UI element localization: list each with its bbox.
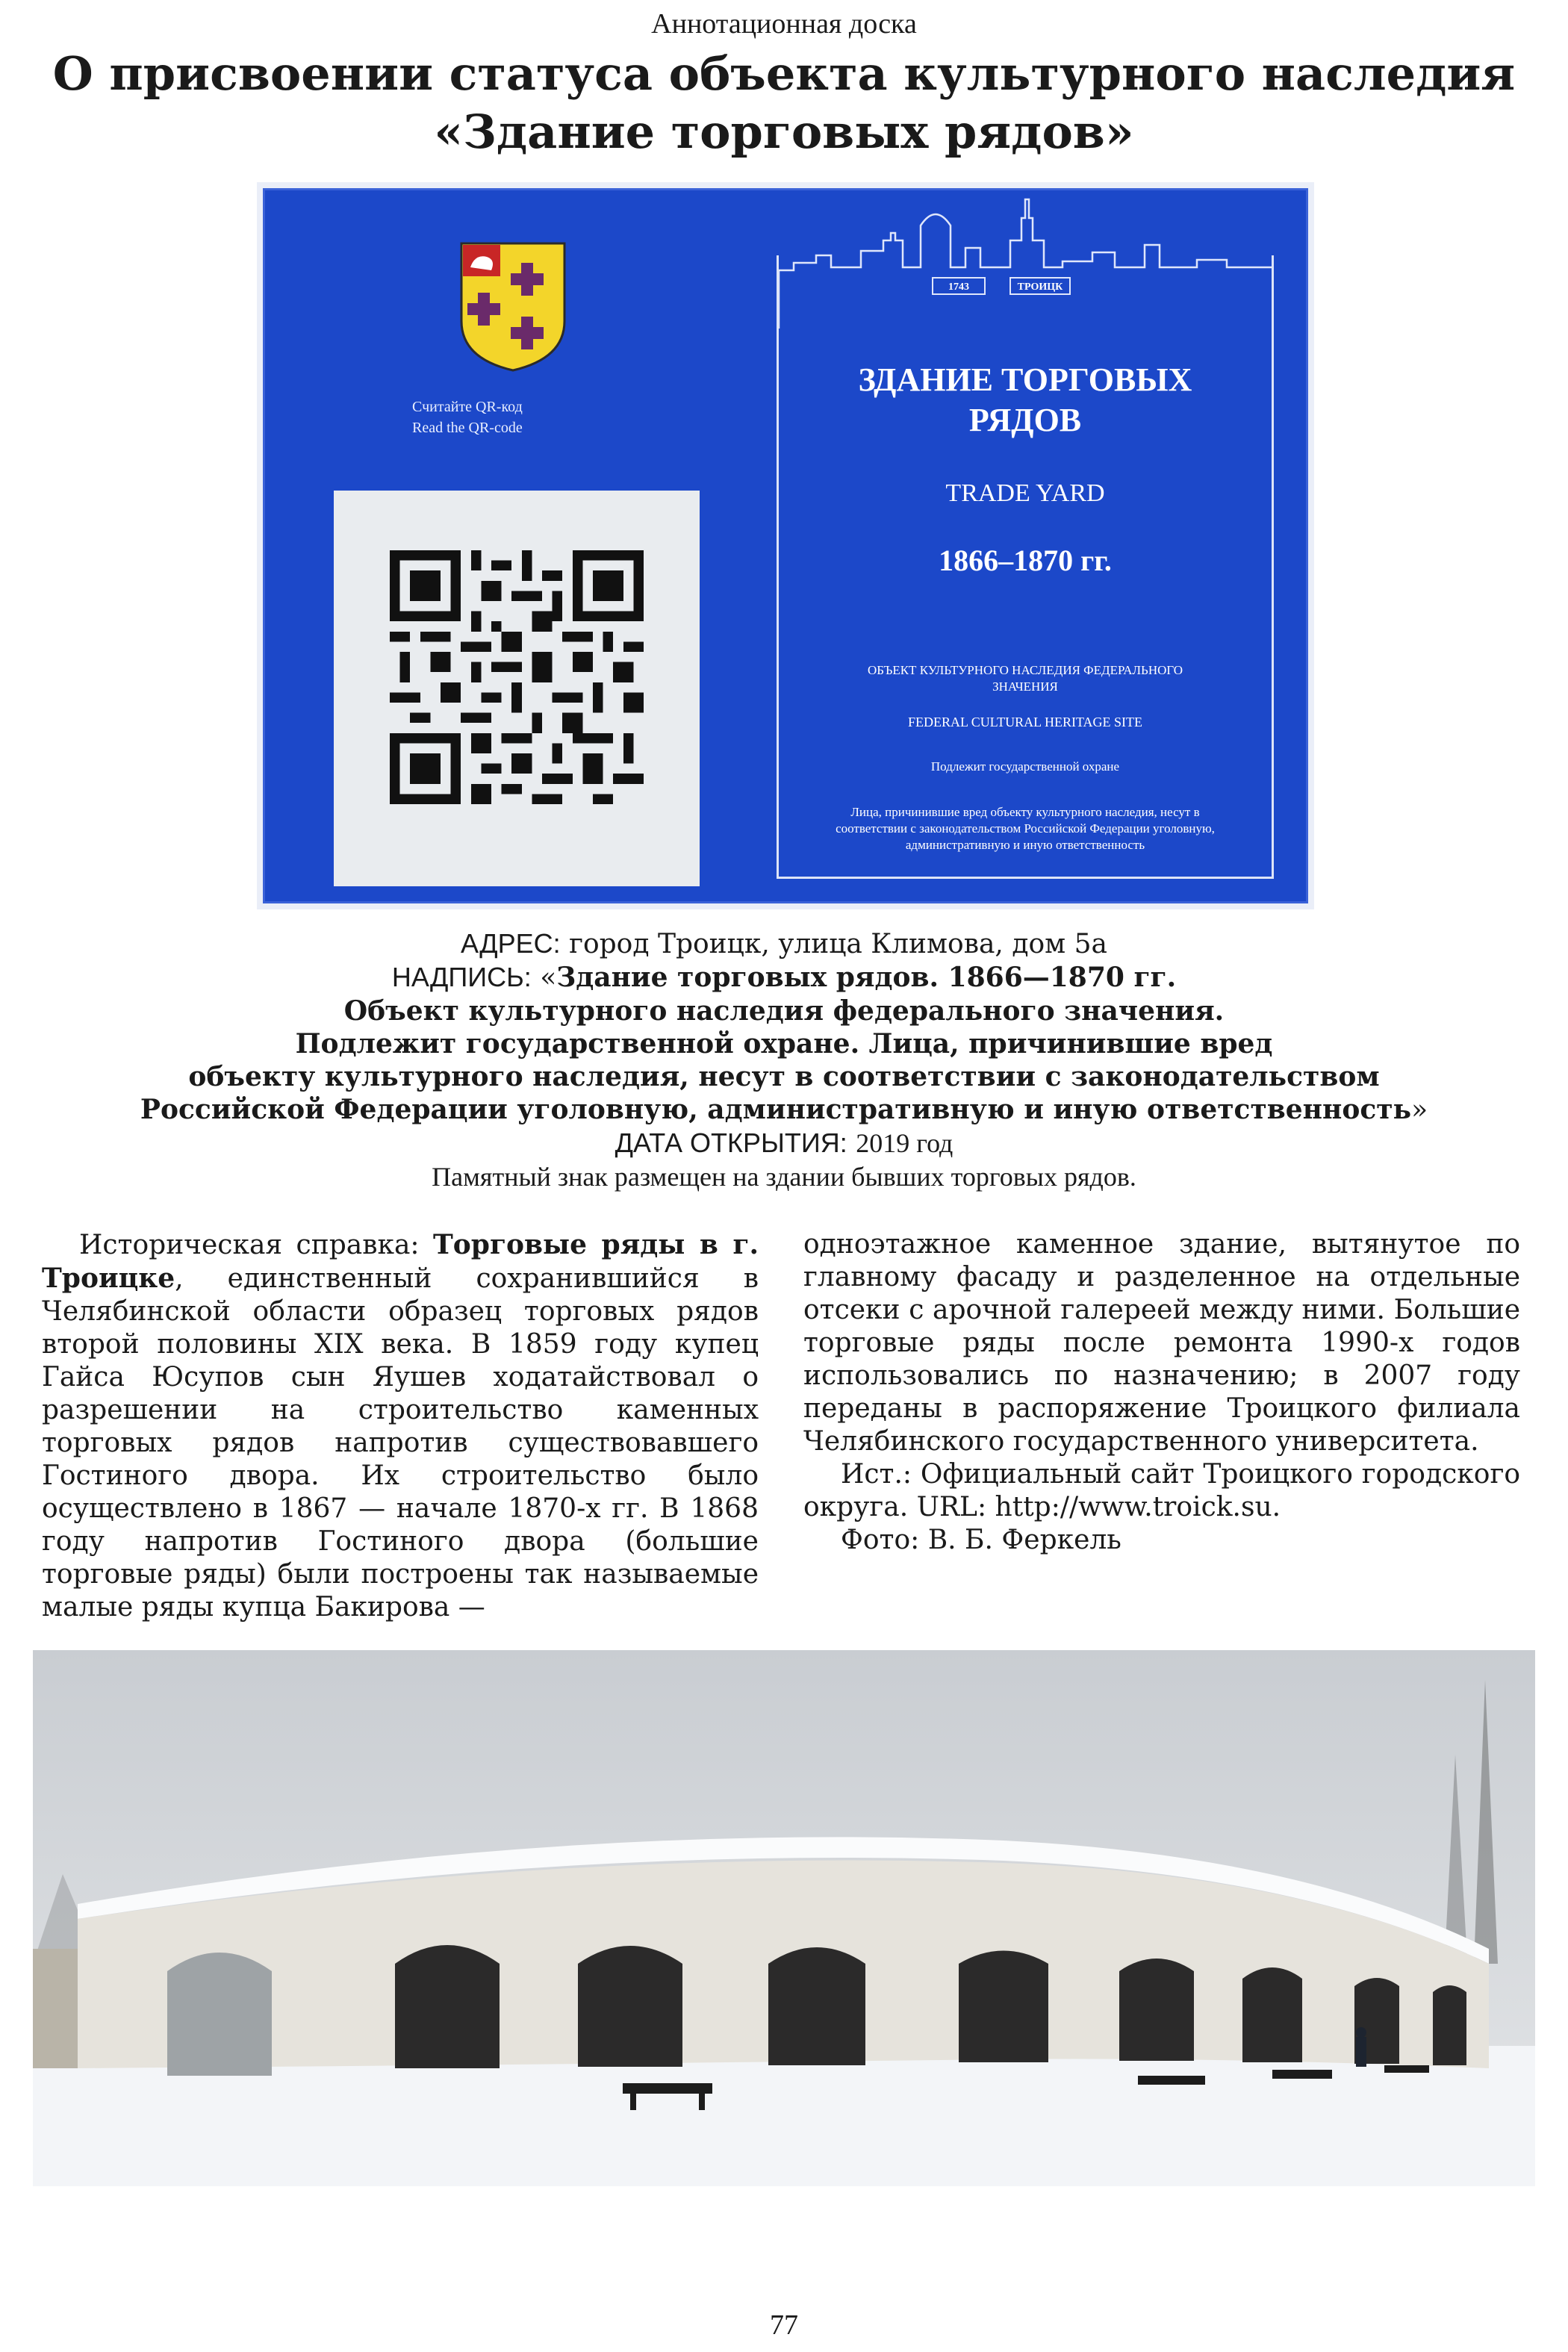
plaque-title <box>779 360 1272 441</box>
qr-caption-en: Read the QR-code <box>412 420 523 436</box>
plaque-heritage-ru: ОБЪЕКТ КУЛЬТУРНОГО НАСЛЕДИЯ ФЕДЕРАЛЬНОГО ЗНАЧЕНИЯ <box>867 663 1183 694</box>
opening-line <box>45 1127 1523 1160</box>
coat-of-arms-icon <box>457 239 569 373</box>
info-block <box>45 927 1523 1193</box>
plaque-title-line-1: ЗДАНИЕ ТОРГОВЫХ <box>858 361 1192 398</box>
skyline-year: 1743 <box>948 281 969 293</box>
history-text-left: , единственный сохранившийся в Челябинской области образец торговых рядов второй половины XIX века. В 1859 году купец Гайса Юсупов сын Яушев ходатайствовал о разрешении на строительство каменных торговых рядов напротив существовавшего Гостиного двора. Их строительство было осуществлено в 1867 — начале 1870-х гг. В 1868 году напротив Гостиного двора (большие торговые ряды) были построены так называемые малые ряды купца Бакирова — <box>42 1263 759 1623</box>
address-label: АДРЕС: <box>461 928 561 959</box>
inscription-text-1: Здание торговых рядов. 1866—1870 гг. <box>556 962 1177 993</box>
body-column-left <box>42 1228 759 1624</box>
plaque-protected: Подлежит государственной охране <box>930 759 1120 774</box>
plaque-title-en: TRADE YARD <box>945 479 1105 507</box>
plaque-heritage-en: FEDERAL CULTURAL HERITAGE SITE <box>907 715 1143 729</box>
inscription-line-5: Российской Федерации уголовную, административную и иную ответственность» <box>140 1094 1428 1125</box>
page-number: 77 <box>770 2309 798 2341</box>
address-line <box>45 927 1523 961</box>
skyline-city: ТРОИЦК <box>1017 281 1063 293</box>
plaque-info-panel <box>777 255 1274 879</box>
note: Памятный знак размещен на здании бывших торговых рядов. <box>432 1162 1136 1192</box>
qr-panel <box>334 491 700 886</box>
history-text-right: одноэтажное каменное здание, вытянутое по главному фасаду и разделенное на отдельные отсеки с арочной галереей между ними. Большие торговые ряды после ремонта 1990-х годов использовались по назначению; в 2007 году переданы в распоряжение Троицкого филиала Челябинского государственного университета. <box>803 1229 1520 1457</box>
history-label: Историческая справка: <box>79 1230 420 1260</box>
inscription-line-2: Объект культурного наследия федерального значения. <box>343 995 1225 1027</box>
inscription-line-3: Подлежит государственной охране. Лица, причинившие вред <box>295 1028 1273 1060</box>
history-subject: Торговые ряды в г. Троицке <box>42 1229 759 1294</box>
building-photo <box>33 1650 1535 2186</box>
plaque-liability: Лица, причинившие вред объекту культурного наследия, несут в соответствии с законодательством Российской Федерации уголовную, административную и иную ответственность <box>836 805 1215 852</box>
qr-caption-ru: Считайте QR-код <box>412 399 523 415</box>
plaque-years: 1866–1870 гг. <box>939 544 1112 577</box>
inscription-label: НАДПИСЬ: <box>391 962 532 992</box>
title-line-2: «Здание торговых рядов» <box>434 105 1134 159</box>
page-title <box>30 45 1538 161</box>
skyline-icon <box>779 196 1272 330</box>
photo-credit: Фото: В. Б. Феркель <box>841 1525 1121 1555</box>
inscription-text-5: Российской Федерации уголовную, административную и иную ответственность <box>140 1094 1412 1125</box>
body-column-right <box>803 1228 1520 1557</box>
address-value: город Троицк, улица Климова, дом 5а <box>569 929 1107 959</box>
plaque <box>257 182 1314 909</box>
source: Ист.: Официальный сайт Троицкого городского округа. URL: http://www.troick.su. <box>803 1459 1520 1522</box>
title-line-1: О присвоении статуса объекта культурного наследия <box>52 46 1516 101</box>
inscription-line-4: объекту культурного наследия, несут в соответствии с законодательством <box>188 1061 1380 1092</box>
opening-label: ДАТА ОТКРЫТИЯ: <box>615 1127 847 1158</box>
qr-code-icon <box>390 550 644 804</box>
inscription-line-1: НАДПИСЬ: «Здание торговых рядов. 1866—1870 гг. <box>391 962 1177 993</box>
header-kicker: Аннотационная доска <box>651 8 917 40</box>
opening-value: 2019 год <box>856 1128 953 1158</box>
history-paragraph <box>42 1228 759 1624</box>
plaque-title-line-2: РЯДОВ <box>968 402 1082 438</box>
